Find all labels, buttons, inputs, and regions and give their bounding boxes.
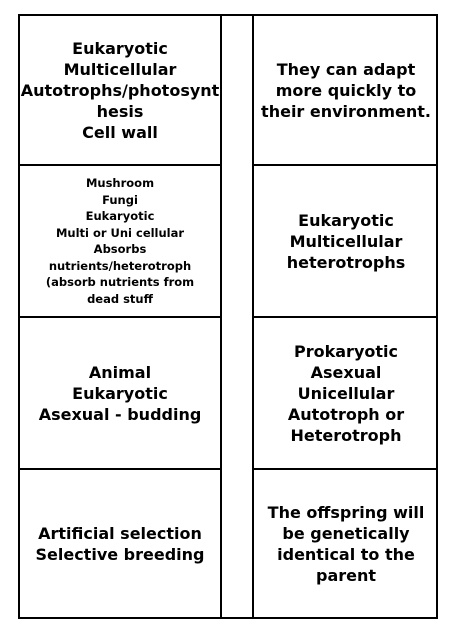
card-artificial-selection [20, 470, 222, 617]
card-text: Prokaryotic Asexual Unicellular Autotroph or Heterotroph [287, 341, 405, 445]
card-text: Eukaryotic Multicellular heterotrophs [286, 210, 406, 272]
card-fungi [20, 166, 222, 318]
card-bacteria [254, 318, 438, 470]
card-text: Mushroom Fungi Eukaryotic Multi or Uni cellular Absorbs nutrients/heterotroph (absorb nutrients from dead stuff [45, 176, 195, 306]
card-plant [20, 16, 222, 166]
card-animal-kingdom [254, 166, 438, 318]
card-text: Artificial selection Selective breeding [35, 523, 205, 564]
center-divider-column [222, 16, 254, 617]
card-text: The offspring will be genetically identical to the parent [267, 502, 425, 585]
card-adaptation [254, 16, 438, 166]
card-text: They can adapt more quickly to their environment. [261, 59, 431, 121]
card-sheet [18, 14, 438, 619]
card-text: Eukaryotic Multicellular Autotrophs/photosynt hesis Cell wall [20, 38, 220, 142]
card-asexual-offspring [254, 470, 438, 617]
card-text: Animal Eukaryotic Asexual - budding [38, 362, 202, 424]
card-budding [20, 318, 222, 470]
